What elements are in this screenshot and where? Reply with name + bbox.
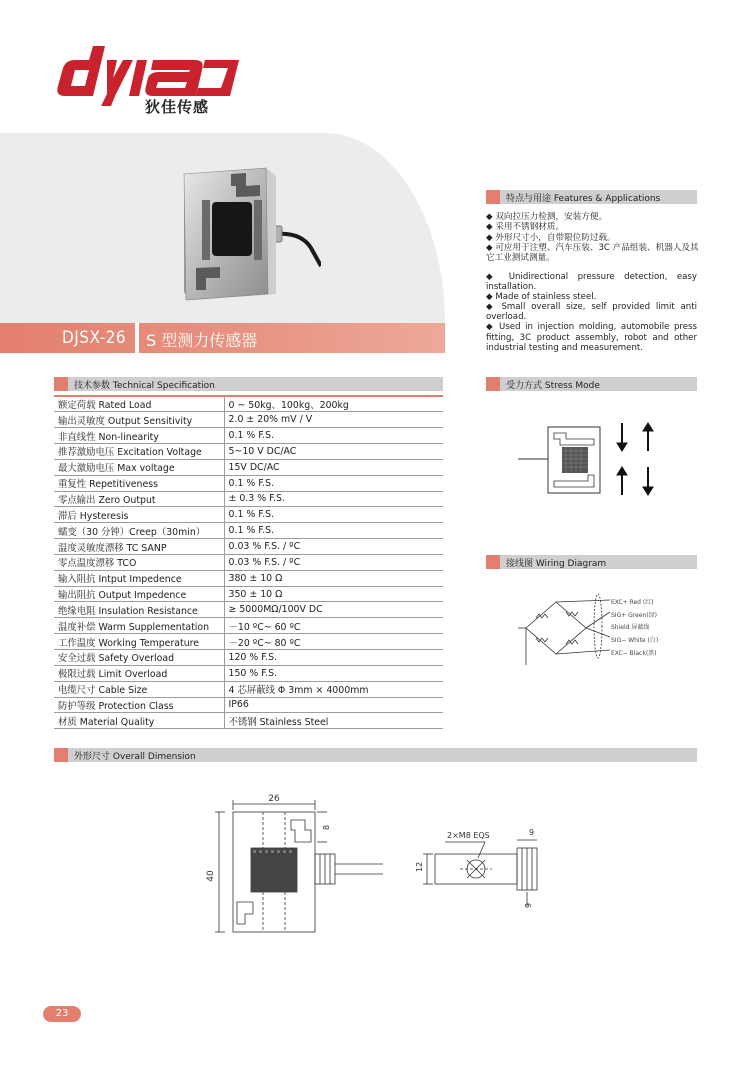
spec-row [54,634,443,650]
feature-en-item: ◆ Unidirectional pressure detection, easy installation. [486,272,697,293]
spec-row [54,681,443,697]
spec-parameter: 输出阻抗 Output Impedence [54,586,224,602]
spec-parameter: 工作温度 Working Temperature [54,634,224,650]
dim-cable-label: 9 [529,828,535,837]
spec-row [54,586,443,602]
spec-value: 380 ± 10 Ω [224,570,443,586]
spec-parameter: 零点温度漂移 TCO [54,554,224,570]
spec-row [54,618,443,634]
spec-value: ≥ 5000MΩ/100V DC [224,602,443,618]
front-dimension-drawing [205,790,395,950]
dim-thread-label: 2×M8 EQS [447,831,490,840]
spec-row [54,539,443,555]
side-dimension-drawing [405,820,555,920]
features-cn [486,212,701,263]
dim-gap-label: 8 [322,824,331,830]
features-en [486,272,697,353]
spec-value: 15V DC/AC [224,459,443,475]
spec-parameter: 滞后 Hysteresis [54,507,224,523]
spec-row [54,412,443,428]
spec-row [54,570,443,586]
spec-value: 120 % F.S. [224,650,443,666]
title-separator [135,323,139,353]
spec-value: 0.03 % F.S. / ºC [224,554,443,570]
spec-parameter: 重复性 Repetitiveness [54,475,224,491]
wiring-diagram [518,590,613,665]
page-number: 23 [43,1006,81,1022]
spec-row [54,554,443,570]
spec-section-header: 技术参数 Technical Specification [54,377,443,391]
spec-value: 0.1 % F.S. [224,475,443,491]
feature-cn-item: ◆ 采用不锈钢材质。 [486,222,565,233]
spec-value: 0 ~ 50kg、100kg、200kg [224,396,443,412]
spec-value: 0.1 % F.S. [224,507,443,523]
feature-cn-item: ◆ 双向拉压力检测，安装方便。 [486,212,608,222]
spec-parameter: 材质 Material Quality [54,713,224,729]
spec-parameter: 非直线性 Non-linearity [54,428,224,444]
spec-value: 5~10 V DC/AC [224,444,443,460]
dim-cable-label: 9 [524,902,533,908]
spec-parameter: 最大激励电压 Max voltage [54,459,224,475]
spec-row [54,444,443,460]
feature-en-item: ◆ Small overall size, self provided limit anti overload. [486,302,697,323]
wiring-label: SIG− White (白) [611,637,659,644]
spec-row [54,697,443,713]
spec-parameter: 绝缘电阻 Insulation Resistance [54,602,224,618]
spec-value: －10 ºC~ 60 ºC [224,618,443,634]
spec-parameter: 零点输出 Zero Output [54,491,224,507]
dim-width-label: 26 [268,794,280,804]
wiring-label: EXC+ Red (红) [611,599,654,606]
spec-value: 350 ± 10 Ω [224,586,443,602]
spec-row [54,650,443,666]
dim-height-label: 40 [206,870,216,882]
wiring-label: Shield 屏蔽线 [611,624,650,631]
spec-value: 2.0 ± 20% mV / V [224,412,443,428]
brand-cn-name: 狄佳传感 [145,98,210,116]
spec-value: 0.1 % F.S. [224,428,443,444]
feature-cn-item: ◆ 外形尺寸小，自带限位防过载。 [486,232,616,243]
stress-mode-diagram [518,415,668,505]
spec-table [54,396,443,729]
spec-value: IP66 [224,697,443,713]
spec-row [54,602,443,618]
spec-row [54,459,443,475]
spec-value: －20 ºC~ 80 ºC [224,634,443,650]
model-number: DJSX-26 [62,328,127,348]
spec-row [54,396,443,412]
spec-row [54,428,443,444]
spec-parameter: 电缆尺寸 Cable Size [54,681,224,697]
spec-row [54,475,443,491]
spec-row [54,665,443,681]
feature-en-item: ◆ Made of stainless steel. [486,292,597,303]
dimension-section-header: 外形尺寸 Overall Dimension [54,748,697,762]
spec-value: 0.03 % F.S. / ºC [224,539,443,555]
spec-parameter: 温度灵敏度漂移 TC SANP [54,539,224,555]
feature-en-item: ◆ Used in injection molding, automobile press fitting, 3C product assembly, robot and other industrial testing and measurement. [486,322,697,353]
spec-parameter: 防护等级 Protection Class [54,697,224,713]
spec-parameter: 蠕变（30 分钟）Creep（30min） [54,523,224,539]
spec-parameter: 极限过载 Limit Overload [54,665,224,681]
wiring-label: EXC− Black(黑) [611,650,657,657]
features-section-header: 特点与用途 Features & Applications [486,190,697,204]
spec-value: 不锈钢 Stainless Steel [224,713,443,729]
stress-section-header: 受力方式 Stress Mode [486,377,697,391]
spec-value: 0.1 % F.S. [224,523,443,539]
product-photo [176,166,321,301]
spec-row [54,491,443,507]
wiring-label: SIG+ Green(绿) [611,612,658,619]
spec-parameter: 安全过载 Safety Overload [54,650,224,666]
spec-parameter: 输入阻抗 Intput Impedence [54,570,224,586]
spec-parameter: 温度补偿 Warm Supplementation [54,618,224,634]
spec-parameter: 输出灵敏度 Output Sensitivity [54,412,224,428]
product-name: S 型测力传感器 [146,331,258,350]
spec-parameter: 推荐激励电压 Excitation Voltage [54,444,224,460]
spec-row [54,507,443,523]
feature-cn-item: ◆ 可应用于注塑、汽车压装、3C 产品组装、机器人及其它工业测试测量。 [486,242,699,264]
spec-value: ± 0.3 % F.S. [224,491,443,507]
spec-row [54,713,443,729]
dim-depth-label: 12 [415,861,424,872]
spec-row [54,523,443,539]
spec-value: 4 芯屏蔽线 Φ 3mm × 4000mm [224,681,443,697]
spec-parameter: 额定荷载 Rated Load [54,396,224,412]
spec-value: 150 % F.S. [224,665,443,681]
wiring-section-header: 接线图 Wiring Diagram [486,555,697,569]
